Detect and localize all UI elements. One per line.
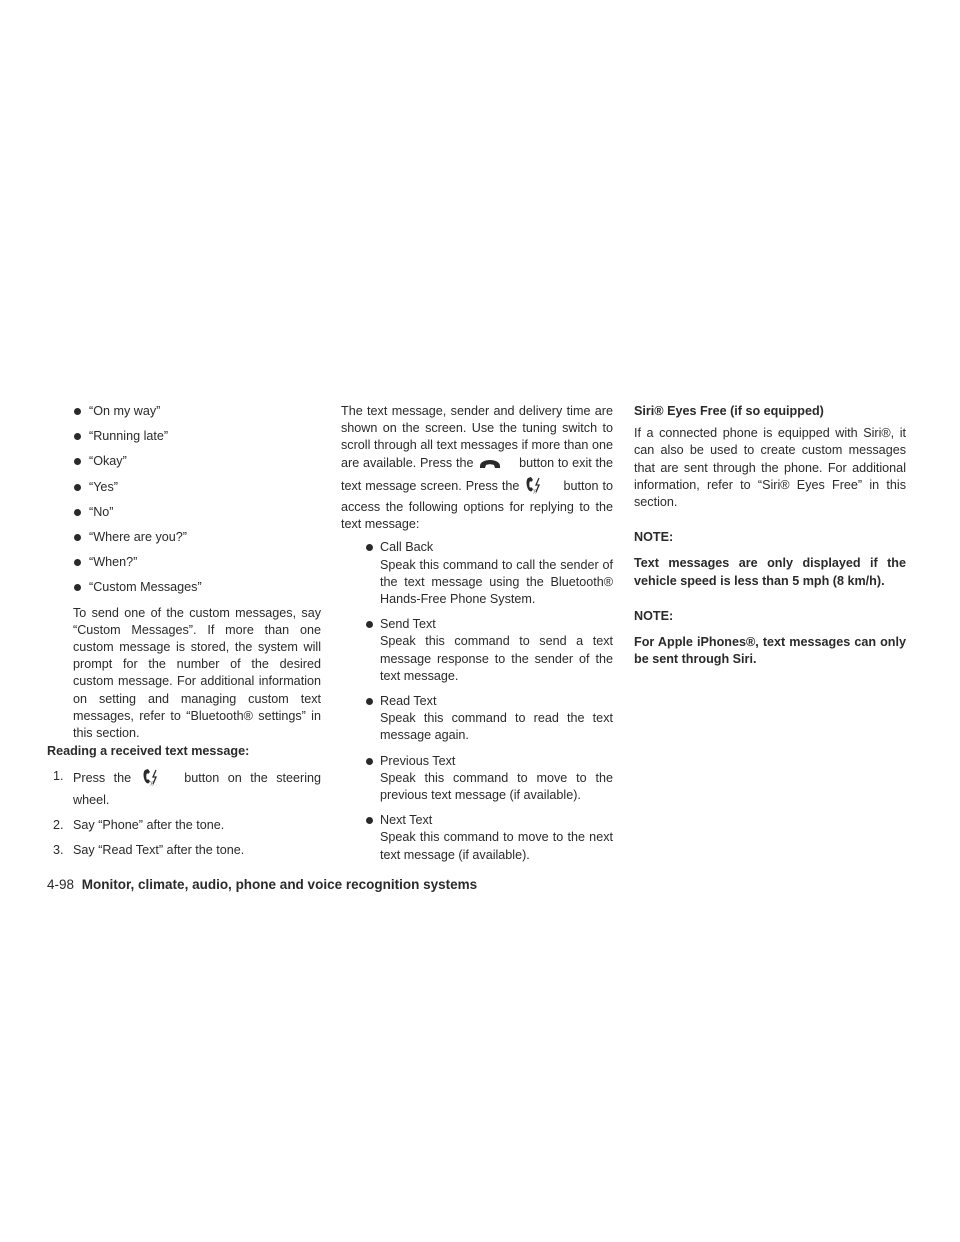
list-item: “On my way” [47, 403, 321, 420]
step-number: 1. [53, 769, 64, 784]
bullet-icon [366, 698, 373, 705]
list-item: “Yes” [47, 479, 321, 496]
bullet-icon [74, 408, 81, 415]
note-body: For Apple iPhones®, text messages can only be sent through Siri. [634, 635, 906, 667]
list-item: Next Text Speak this command to move to the next text message (if available). [341, 812, 613, 864]
column-right [634, 403, 906, 668]
page-number: 4-98 [47, 877, 75, 892]
list-item: “Where are you?” [47, 529, 321, 546]
siri-heading: Siri® Eyes Free (if so equipped) [634, 404, 824, 418]
bullet-icon [74, 534, 81, 541]
step-number: 2. [53, 817, 64, 832]
list-item: Call Back Speak this command to call the sender of the text message using the Bluetooth® Hands-Free Phone System. [341, 539, 613, 608]
phone-hangup-icon [479, 457, 501, 476]
bullet-icon [74, 433, 81, 440]
siri-paragraph: If a connected phone is equipped with Siri®, it can also be used to create custom messages that are sent through the phone. For additional information, refer to “Siri® Eyes Free” in this section. [634, 426, 906, 510]
bullet-icon [74, 559, 81, 566]
step-number: 3. [53, 843, 64, 858]
step-item: 1. Press the )) button on the steering wheel. [53, 769, 322, 807]
list-item: “Custom Messages” [47, 579, 321, 596]
column-middle [341, 403, 613, 872]
list-item: Read Text Speak this command to read the text message again. [341, 693, 613, 745]
list-item: “Running late” [47, 428, 321, 445]
reply-options-list [341, 539, 613, 863]
bullet-icon [366, 817, 373, 824]
bullet-icon [366, 758, 373, 765]
list-item: Send Text Speak this command to send a text message response to the sender of the text message. [341, 616, 613, 685]
reading-heading: Reading a received text message: [47, 744, 250, 759]
page-footer [47, 876, 477, 893]
bullet-icon [366, 544, 373, 551]
list-item: “No” [47, 504, 321, 521]
step-item: 2. Say “Phone” after the tone. [47, 817, 321, 834]
phone-voice-icon [142, 768, 162, 791]
svg-text:)): )) [533, 488, 538, 494]
custom-messages-paragraph: To send one of the custom messages, say “Custom Messages”. If more than one custom message is stored, the system will prompt for the number of the desired custom message. For additional information on setting and managing custom text messages, refer to “Bluetooth® settings” in this section. [73, 605, 321, 741]
bullet-icon [366, 621, 373, 628]
bullet-icon [74, 458, 81, 465]
list-item: Previous Text Speak this command to move to the previous text message (if available). [341, 753, 613, 805]
bullet-icon [74, 484, 81, 491]
step-item: 3. Say “Read Text” after the tone. [47, 842, 321, 859]
phone-voice-icon [525, 476, 545, 499]
list-item: “Okay” [47, 453, 321, 470]
text-message-intro: The text message, sender and delivery time are shown on the screen. Use the tuning switch to scroll through all text messages if more than one are available. Press the button to exit the text message screen. Press the )) button to access the following options for replying to the text message: [341, 404, 614, 532]
note-heading: NOTE: [634, 530, 674, 545]
chapter-title: Monitor, climate, audio, phone and voice recognition systems [81, 877, 478, 892]
list-item: “When?” [47, 554, 321, 571]
preset-message-list [47, 403, 321, 597]
bullet-icon [74, 584, 81, 591]
svg-text:)): )) [149, 781, 154, 787]
bullet-icon [74, 509, 81, 516]
column-left [47, 403, 321, 867]
note-body: Text messages are only displayed if the vehicle speed is less than 5 mph (8 km/h). [634, 556, 906, 588]
steps-list [47, 768, 321, 859]
note-heading: NOTE: [634, 608, 674, 623]
